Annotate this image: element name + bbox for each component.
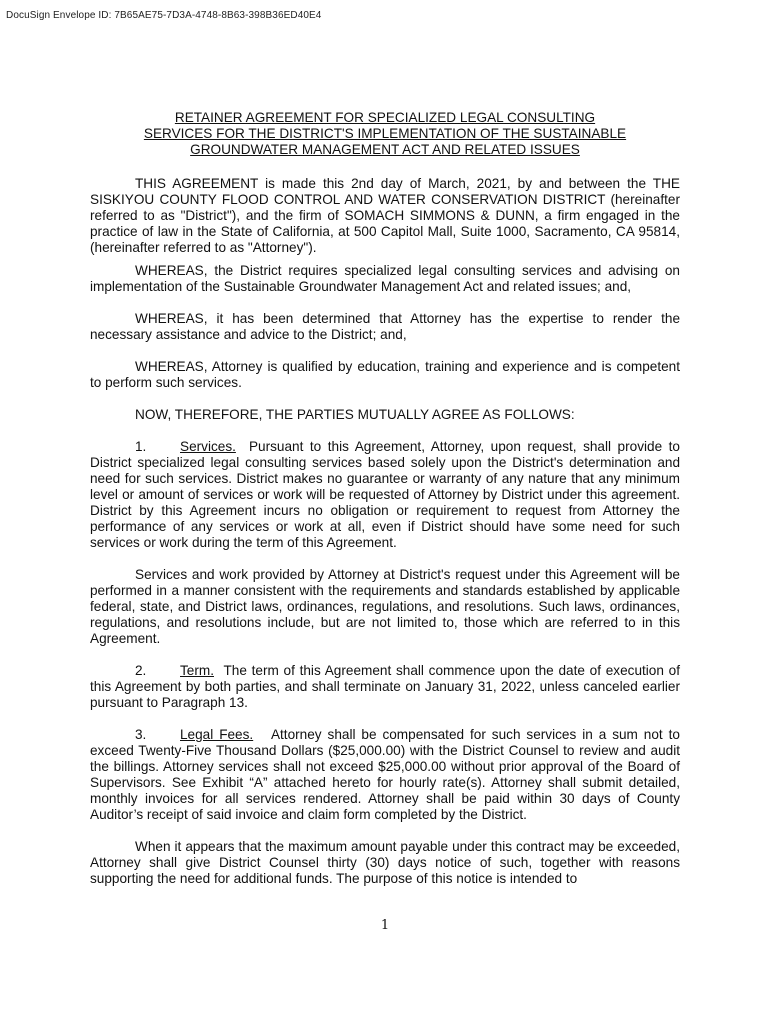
intro-paragraph: THIS AGREEMENT is made this 2nd day of March, 2021, by and between the THE SISKIYOU COUNTY FLOOD CONTROL AND WATER CONSERVATION DISTRICT (hereinafter referred to as "District"), and the firm of SOMACH SIMMONS & DUNN, a firm engaged in the practice of law in the State of California, at 500 Capitol Mall, Suite 1000, Sacramento, CA 95814, (hereinafter referred to as "Attorney"). bbox=[90, 176, 680, 255]
page-number: 1 bbox=[380, 918, 390, 933]
section-text: The term of this Agreement shall commence upon the date of execution of this Agreement by both parties, and shall terminate on January 31, 2022, unless canceled earlier pursuant to Paragraph 13. bbox=[90, 663, 680, 710]
now-therefore-paragraph: NOW, THEREFORE, THE PARTIES MUTUALLY AGREE AS FOLLOWS: bbox=[135, 407, 575, 422]
section-text: Attorney shall be compensated for such services in a sum not to exceed Twenty-Five Thousand Dollars ($25,000.00) with the District Counsel to review and audit the billings. Attorney services shall not exceed $25,000.00 without prior approval of the Board of Supervisors. See Exhibit “A” attached hereto for hourly rate(s). Attorney shall submit detailed, monthly invoices for all services rendered. Attorney shall be paid within 30 days of County Auditor’s receipt of said invoice and claim form completed by the District. bbox=[90, 727, 680, 822]
title-line: SERVICES FOR THE DISTRICT'S IMPLEMENTATION OF THE SUSTAINABLE bbox=[143, 126, 627, 141]
fees-paragraph-2: When it appears that the maximum amount payable under this contract may be exceeded, Attorney shall give District Counsel thirty (30) days notice of such, together with reasons supporting the need for additional funds. The purpose of this notice is intended to bbox=[90, 839, 680, 886]
section-heading: Services. bbox=[180, 439, 236, 454]
section-term bbox=[90, 663, 680, 711]
whereas-paragraph: WHEREAS, Attorney is qualified by education, training and experience and is competent to perform such services. bbox=[90, 359, 680, 390]
section-text: Pursuant to this Agreement, Attorney, upon request, shall provide to District specialized legal consulting services based solely upon the District's determination and need for such services. District makes no guarantee or warranty of any nature that any minimum level or amount of services or work will be requested of Attorney by District under this agreement. District by this Agreement incurs no obligation or requirement to request from Attorney the performance of any services or work at all, even if District should have some need for such services or work during the term of this Agreement. bbox=[90, 439, 680, 550]
section-services bbox=[90, 439, 680, 551]
section-number: 2. bbox=[135, 663, 147, 678]
whereas-paragraph: WHEREAS, it has been determined that Attorney has the expertise to render the necessary assistance and advice to the District; and, bbox=[90, 311, 680, 342]
whereas-paragraph: WHEREAS, the District requires specialized legal consulting services and advising on implementation of the Sustainable Groundwater Management Act and related issues; and, bbox=[90, 263, 680, 294]
section-heading: Legal Fees. bbox=[180, 727, 254, 742]
docusign-envelope-id: DocuSign Envelope ID: 7B65AE75-7D3A-4748-8B63-398B36ED40E4 bbox=[6, 10, 322, 21]
section-number: 3. bbox=[135, 727, 147, 742]
section-number: 1. bbox=[135, 439, 147, 454]
document-title bbox=[90, 110, 680, 158]
title-line: GROUNDWATER MANAGEMENT ACT AND RELATED ISSUES bbox=[190, 142, 580, 157]
title-line: RETAINER AGREEMENT FOR SPECIALIZED LEGAL CONSULTING bbox=[174, 110, 596, 125]
services-paragraph-2: Services and work provided by Attorney at District's request under this Agreement will be performed in a manner consistent with the requirements and standards established by applicable federal, state, and District laws, ordinances, regulations, and resolutions. Such laws, ordinances, regulations, and resolutions include, but are not limited to, those which are referred to in this Agreement. bbox=[90, 567, 680, 646]
document-page bbox=[90, 110, 680, 887]
section-heading: Term. bbox=[180, 663, 214, 678]
section-legal-fees bbox=[90, 727, 680, 823]
